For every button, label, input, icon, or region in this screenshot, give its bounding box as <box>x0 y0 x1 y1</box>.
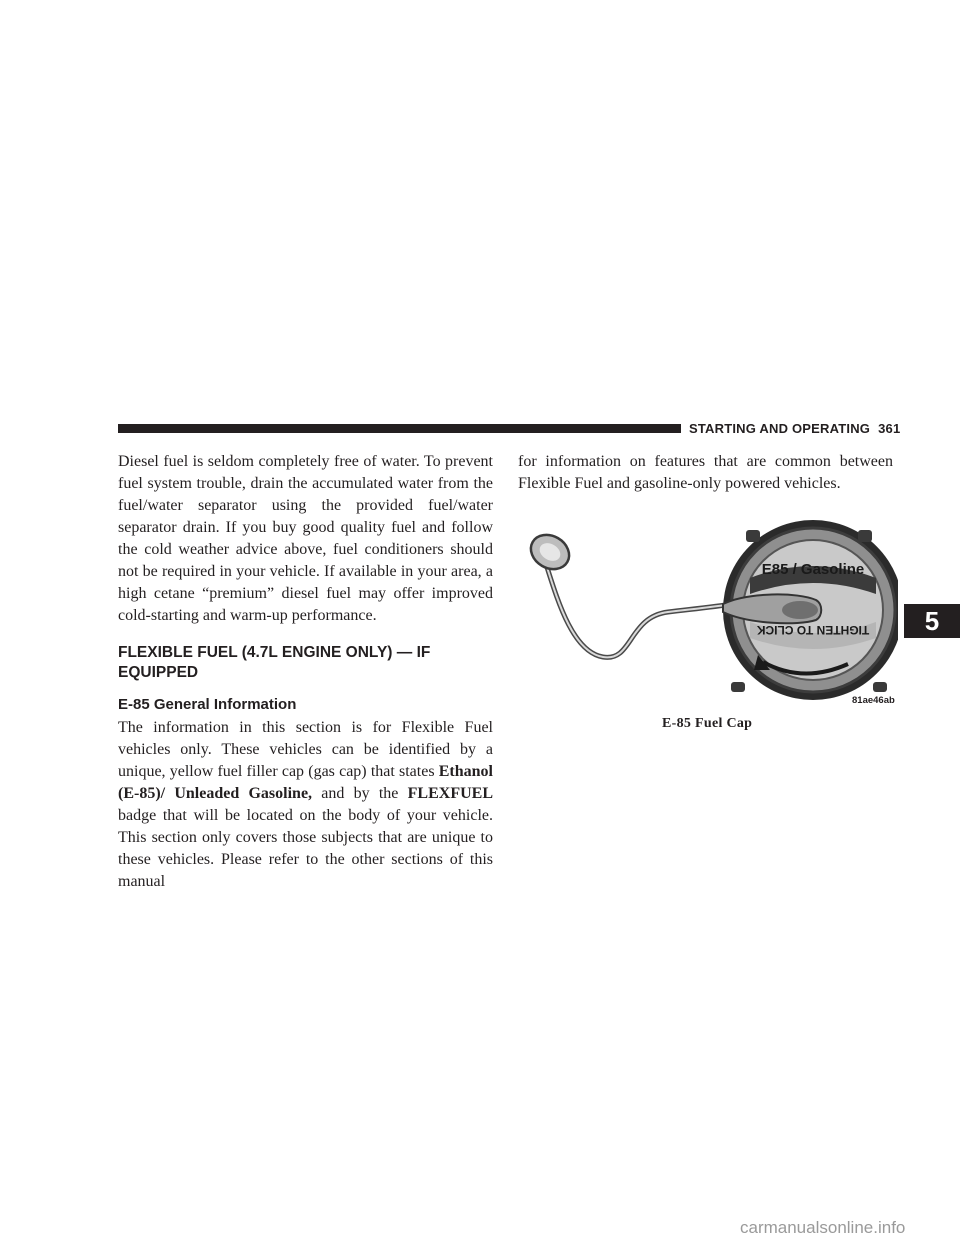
subsection-heading: E-85 General Information <box>118 696 297 713</box>
running-header <box>689 421 900 436</box>
text-run: badge that will be located on the body of your vehicle. This section only covers those subjects that are unique to these vehicles. Please refer to the other sections of this manual <box>118 807 493 890</box>
flex-fuel-paragraph <box>118 717 493 893</box>
continued-paragraph: for information on features that are common between Flexible Fuel and gasoline-only powered vehicles. <box>518 453 893 492</box>
section-title: STARTING AND OPERATING <box>689 421 871 436</box>
cap-text-top: E85 / Gasoline <box>761 561 865 578</box>
cap-text-bottom: TIGHTEN TO CLICK <box>756 623 870 637</box>
header-rule <box>118 424 681 433</box>
fuel-cap-illustration <box>518 512 898 712</box>
figure-caption: E-85 Fuel Cap <box>662 716 753 731</box>
diesel-water-paragraph: Diesel fuel is seldom completely free of water. To prevent fuel system trouble, drain the accumulated water from the fuel/water separator using the provided fuel/water separator drain. If you buy good quality fuel and follow the cold weather advice above, fuel conditioners should not be required in your vehicle. If available in your area, a high cetane “premium” diesel fuel may offer improved cold-starting and warm-up performance. <box>118 453 493 624</box>
chapter-tab: 5 <box>904 604 960 638</box>
page-number: 361 <box>878 421 901 436</box>
watermark: carmanualsonline.info <box>740 1218 906 1237</box>
tether-strap <box>546 564 733 657</box>
text-run: and by the <box>312 785 408 802</box>
badge-text: FLEXFUEL <box>407 785 493 802</box>
text-run: The information in this section is for Flexible Fuel vehicles only. These vehicles can be identified by a unique, yellow fuel filler cap (gas cap) that states <box>118 719 493 780</box>
figure-id: 81ae46ab <box>852 695 895 706</box>
section-heading: FLEXIBLE FUEL (4.7L ENGINE ONLY) — IF EQUIPPED <box>118 644 431 681</box>
left-column <box>118 451 493 893</box>
right-column <box>518 451 893 495</box>
cap-label-text: Ethanol (E-85)/ Unleaded Gasoline, <box>118 763 493 802</box>
